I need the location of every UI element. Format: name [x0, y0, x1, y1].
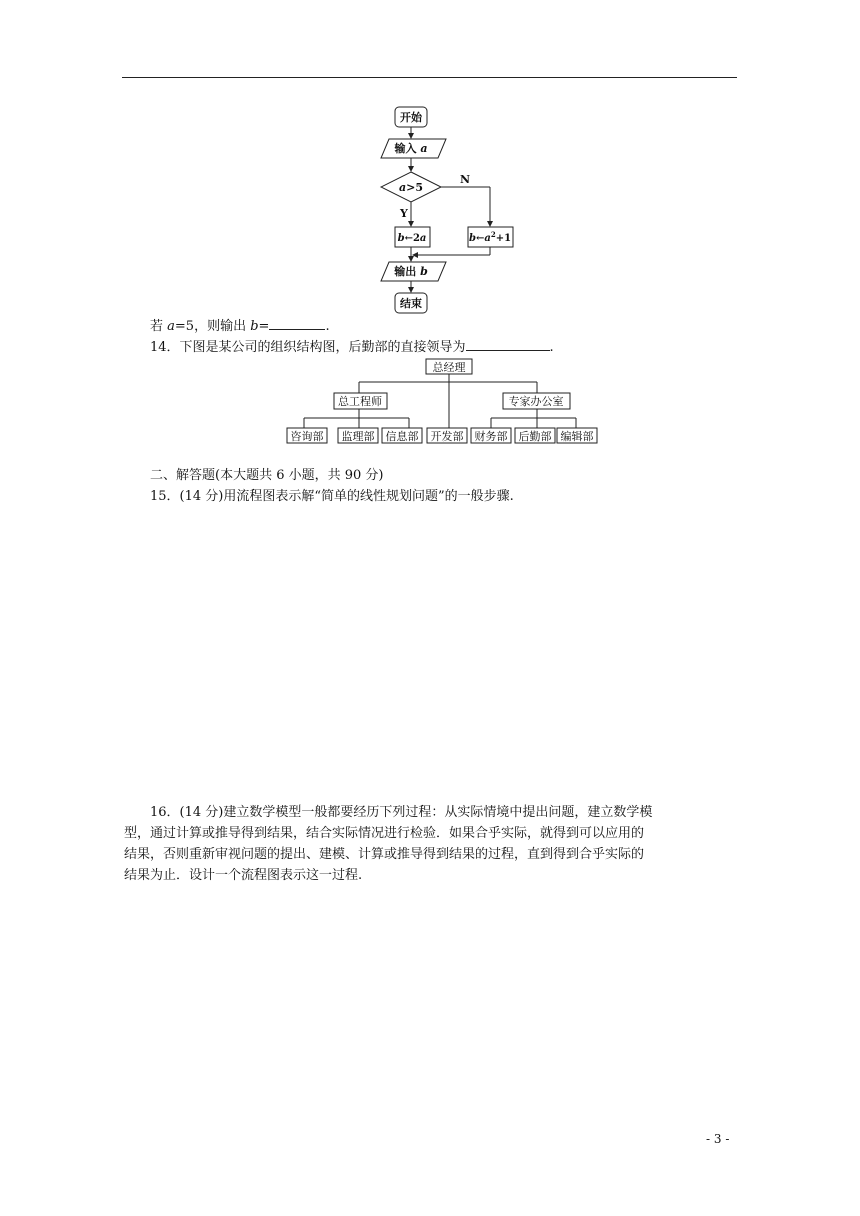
flow-end-text: 结束 — [400, 297, 422, 310]
header-rule — [122, 77, 737, 78]
q14-text: 14．下图是某公司的组织结构图，后勤部的直接领导为 . — [150, 340, 554, 355]
q13-text: 若 a=5，则输出 b= . — [150, 319, 330, 334]
q16-line-3: 结果，否则重新审视问题的提出、建模、计算或推导得到结果的过程，直到得到合乎实际的 — [124, 847, 645, 862]
org-chart — [284, 354, 604, 446]
org-dept-text: 信息部 — [385, 430, 419, 443]
flow-yes-label: Y — [400, 207, 408, 220]
org-right-mgr-text: 专家办公室 — [508, 395, 564, 408]
org-dept-text: 财务部 — [474, 430, 508, 443]
flow-no-label: N — [460, 173, 471, 186]
flow-right-text: $b\leftarrow a^2+1$ — [468, 230, 512, 244]
org-dept-text: 监理部 — [341, 430, 375, 443]
flow-left-text: b←2a — [397, 233, 427, 244]
org-left-mgr-text: 总工程师 — [338, 395, 382, 408]
org-dept-text: 后勤部 — [518, 430, 552, 443]
q13-answer-blank[interactable] — [269, 317, 325, 330]
flow-decision-text: a>5 — [398, 181, 424, 194]
q15-text: 15．(14 分)用流程图表示解“简单的线性规划问题”的一般步骤. — [150, 489, 514, 504]
section-heading: 二、解答题(本大题共 6 小题，共 90 分) — [150, 468, 384, 483]
q16-line-4: 结果为止．设计一个流程图表示这一过程. — [124, 868, 363, 883]
q14-answer-blank[interactable] — [466, 338, 550, 351]
org-dept-text: 开发部 — [430, 430, 464, 443]
flow-output-text: 输出 b — [394, 265, 428, 278]
page-number: - 3 - — [706, 1132, 730, 1146]
flow-input-text: 输入 a — [394, 142, 428, 155]
org-dept-text: 编辑部 — [560, 430, 594, 443]
org-dept-text: 咨询部 — [290, 430, 324, 443]
flowchart — [370, 100, 530, 318]
q16-line-2: 型，通过计算或推导得到结果，结合实际情况进行检验．如果合乎实际，就得到可以应用的 — [124, 826, 645, 841]
q16-line-1: 16．(14 分)建立数学模型一般都要经历下列过程：从实际情境中提出问题，建立数学模 — [150, 805, 653, 820]
flow-start-text: 开始 — [400, 111, 422, 124]
org-top-text: 总经理 — [432, 361, 466, 374]
